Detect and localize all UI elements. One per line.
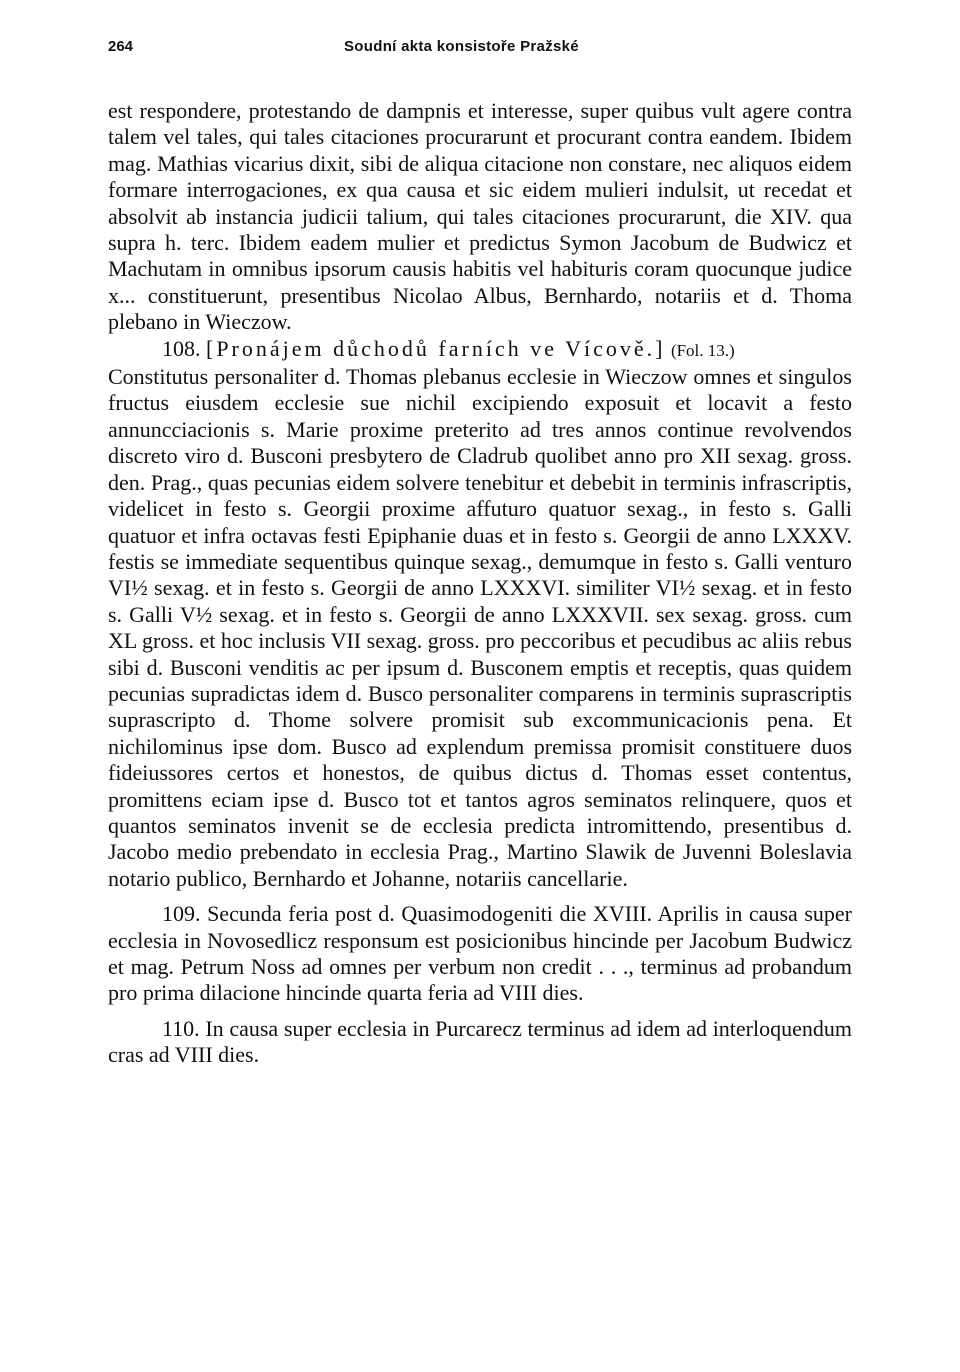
- body-text: [108, 98, 852, 1069]
- running-title: Soudní akta konsistoře Pražské: [344, 38, 579, 55]
- entry-108-text: Constitutus personaliter d. Thomas plebanus ecclesie in Wieczow omnes et singulos fructus eiusdem ecclesie sue nichil excipiendo exposuit et locavit a festo annuncciacionis s. Marie proxime preterito ad tres annos continue revolvendos discreto viro d. Busconi presbytero de Cladrub quolibet anno pro XII sexag. gross. den. Prag., quas pecunias eidem solvere tenebitur et debebit in terminis infrascriptis, videlicet in festo s. Georgii proxime affuturo quatuor sexag., in festo s. Galli quatuor et infra octavas festi Epiphanie duas et in festo s. Georgii de anno LXXXV. festis se immediate sequentibus quinque sexag., demumque in festo s. Galli venturo VI½ sexag. et in festo s. Georgii de anno LXXXVI. similiter VI½ sexag. et in festo s. Galli V½ sexag. et in festo s. Georgii de anno LXXXVII. sex sexag. gross. cum XL gross. et hoc inclusis VII sexag. gross. pro peccoribus et pecudibus ac aliis rebus sibi d. Busconi venditis ac per ipsum d. Busconem emptis et receptis, quas quidem pecunias supradictas idem d. Busco personaliter comparens in terminis suprascriptis suprascripto d. Thome solvere promisit sub excommunicacionis pena. Et nichilominus ipse dom. Busco ad explendum premissa promisit constituere duos fideiussores certos et honestos, de quibus dictus d. Thomas esset contentus, promittens eciam ipse d. Busco tot et tantos agros seminatos relinquere, quos et quantos seminatos invenit se de ecclesia predicta intromittendo, presentibus d. Jacobo medio prebendato in ecclesia Prag., Martino Slawik de Juvenni Boleslavia notario publico, Bernhardo et Johanne, notariis cancellarie.: [108, 364, 852, 891]
- entry-108-heading-line: [108, 336, 852, 364]
- entry-108-number: 108.: [162, 335, 201, 361]
- running-head: [108, 38, 852, 68]
- page: [108, 38, 852, 1069]
- entry-108-folio: (Fol. 13.): [670, 340, 735, 360]
- page-number: 264: [108, 38, 134, 55]
- entry-110: 110. In causa super ecclesia in Purcarecz terminus ad idem ad interloquendum cras ad VIII dies.: [108, 1015, 852, 1068]
- entry-109: 109. Secunda feria post d. Quasimodogeniti die XVIII. Aprilis in causa super ecclesia in Novosedlicz responsum est posicionibus hincinde per Jacobum Budwicz et mag. Petrum Noss ad omnes per verbum non credit . . ., terminus ad probandum pro prima dilacione hincinde quarta feria ad VIII dies.: [108, 901, 852, 1006]
- paragraph-continuation: est respondere, protestando de dampnis et interesse, super quibus vult agere contra talem vel tales, qui tales citaciones procurarunt et procurant contra eandem. Ibidem mag. Mathias vicarius dixit, sibi de aliqua citacione non constare, nec aliquos eidem formare interrogaciones, ex qua causa et sic eidem mulieri indulsit, ut recedat et absolvit ab instancia judicii talium, qui tales citaciones procurarunt, die XIV. qua supra h. terc. Ibidem eadem mulier et predictus Symon Jacobum de Budwicz et Machutam in omnibus ipsorum causis habitis vel habituris coram quocunque judice x... constituerunt, presentibus Nicolao Albus, Bernhardo, notariis et d. Thoma plebano in Wieczow.: [108, 98, 852, 335]
- entry-108: [108, 336, 852, 893]
- entry-108-heading: [Pronájem důchodů farních ve Vícově.]: [206, 335, 666, 361]
